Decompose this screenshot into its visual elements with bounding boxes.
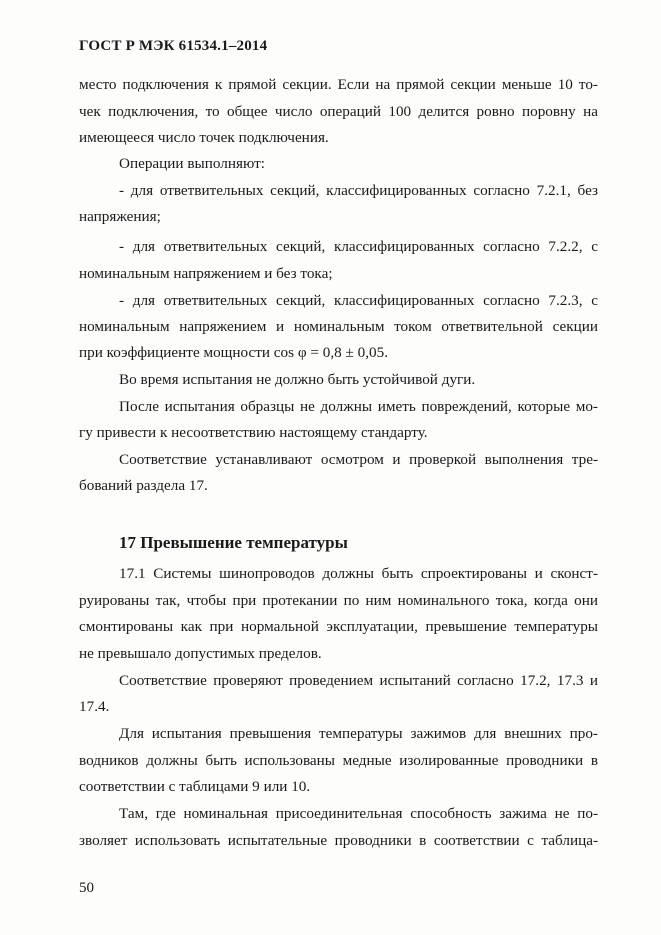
text-line: имеющееся число точек подключения. bbox=[79, 129, 329, 146]
list-item-line: - для ответвительных секций, классифицированных согласно 7.2.3, с bbox=[119, 292, 598, 309]
text-line: место подключения к прямой секции. Если на прямой секции меньше 10 то- bbox=[79, 76, 598, 93]
text-line: зволяет использовать испытательные проводники в соответствии с таблица- bbox=[79, 832, 598, 849]
text-line: смонтированы как при нормальной эксплуатации, превышение температуры bbox=[79, 618, 598, 635]
text-line: чек подключения, то общее число операций 100 делится ровно поровну на bbox=[79, 103, 598, 120]
text-line: при коэффициенте мощности cos φ = 0,8 ± 0,05. bbox=[79, 344, 389, 361]
text-line: руированы так, чтобы при протекании по ним номинального тока, когда они bbox=[79, 592, 598, 609]
text-line: гу привести к несоответствию настоящему стандарту. bbox=[79, 424, 428, 441]
list-item-line: - для ответвительных секций, классифицированных согласно 7.2.1, без bbox=[119, 182, 598, 199]
text-line: бований раздела 17. bbox=[79, 477, 208, 494]
text-line: Соответствие устанавливают осмотром и проверкой выполнения тре- bbox=[119, 451, 598, 468]
page-number: 50 bbox=[79, 880, 94, 896]
text-line: 17.4. bbox=[79, 698, 110, 715]
text-line: Для испытания превышения температуры зажимов для внешних про- bbox=[119, 725, 598, 742]
text-line: Соответствие проверяют проведением испытаний согласно 17.2, 17.3 и bbox=[119, 672, 598, 689]
text-line: водников должны быть использованы медные изолированные проводники в bbox=[79, 752, 598, 769]
text-line: не превышало допустимых пределов. bbox=[79, 645, 322, 662]
text-line: Операции выполняют: bbox=[119, 155, 265, 172]
text-line: 17.1 Системы шинопроводов должны быть спроектированы и сконст- bbox=[119, 565, 598, 582]
standard-header: ГОСТ Р МЭК 61534.1–2014 bbox=[79, 38, 268, 54]
text-line: напряжения; bbox=[79, 208, 161, 225]
text-line: Во время испытания не должно быть устойчивой дуги. bbox=[119, 371, 476, 388]
text-line: номинальным напряжением и номинальным током ответвительной секции bbox=[79, 318, 598, 335]
list-item-line: - для ответвительных секций, классифицированных согласно 7.2.2, с bbox=[119, 238, 598, 255]
section-heading: 17 Превышение температуры bbox=[119, 533, 348, 552]
text-line: соответствии с таблицами 9 или 10. bbox=[79, 778, 311, 795]
text-line: Там, где номинальная присоединительная способность зажима не по- bbox=[119, 805, 598, 822]
text-line: номинальным напряжением и без тока; bbox=[79, 265, 333, 282]
text-line: После испытания образцы не должны иметь повреждений, которые мо- bbox=[119, 398, 598, 415]
